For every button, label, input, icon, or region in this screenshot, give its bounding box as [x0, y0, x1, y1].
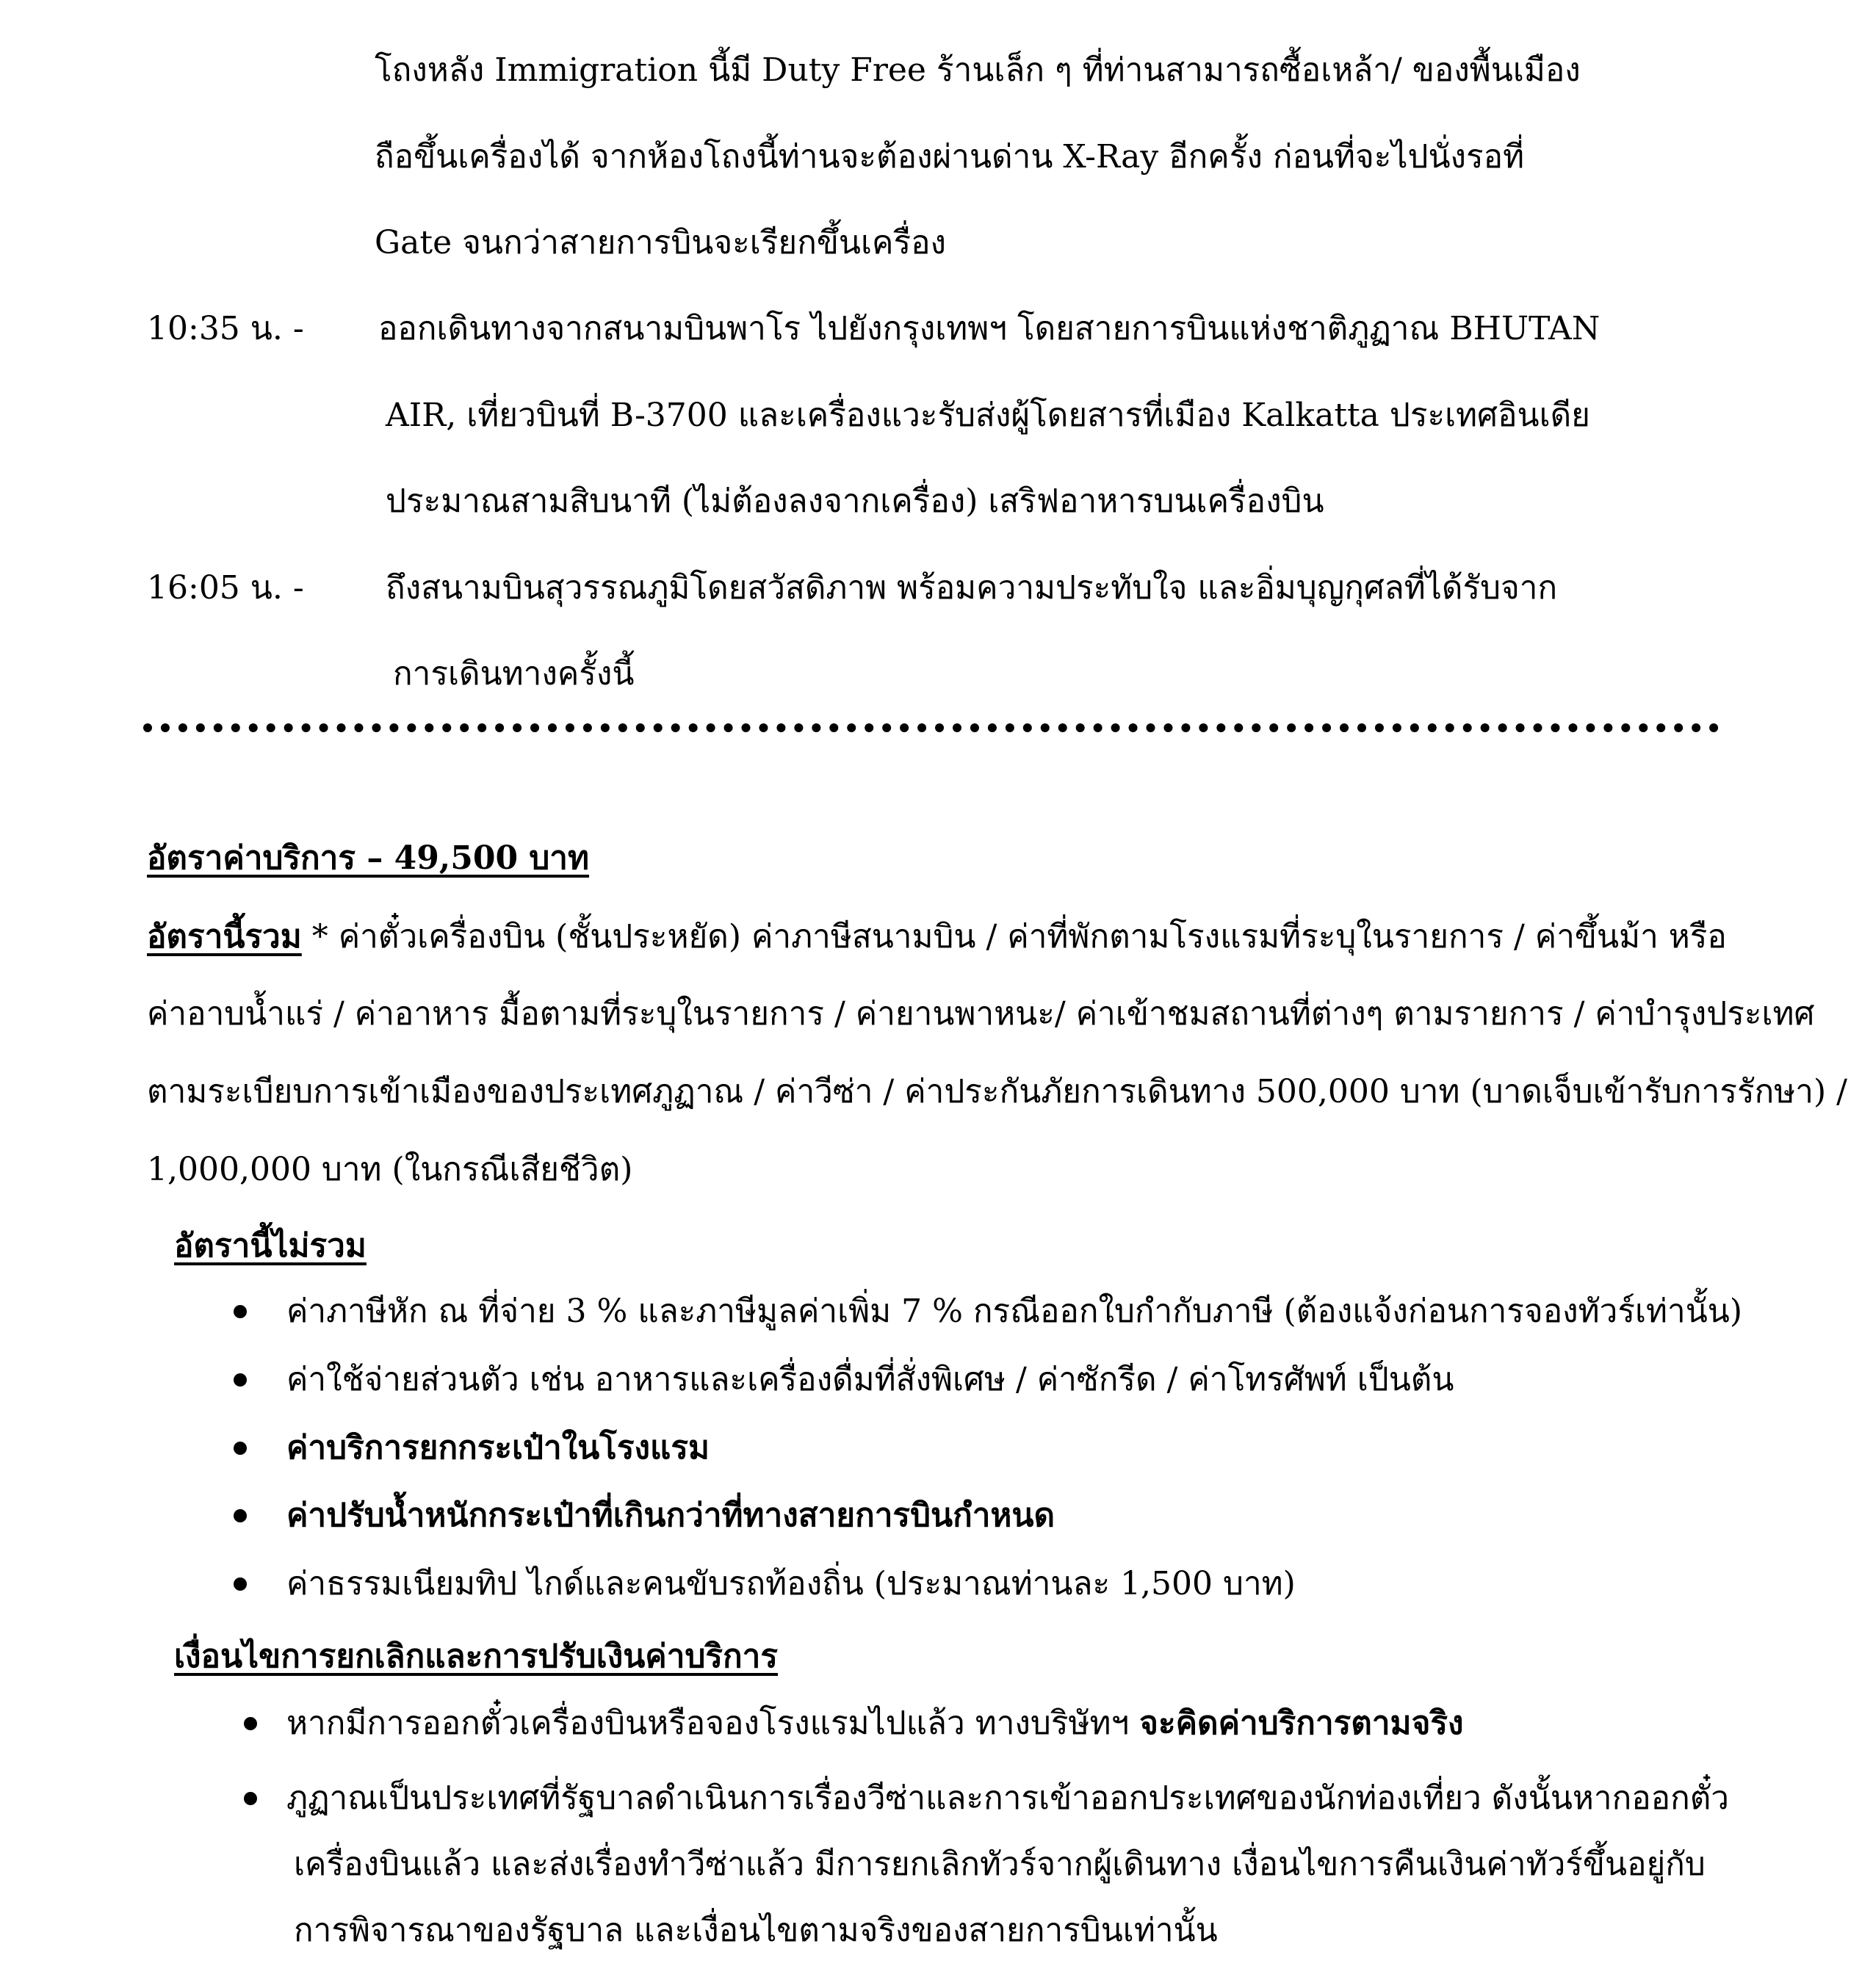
itinerary-entry-2-line-1: ถึงสนามบินสุวรรณภูมิโดยสวัสดิภาพ พร้อมความประทับใจ และอิ่มบุญกุศลที่ได้รับจาก	[386, 569, 1558, 607]
pricing-excludes-heading: อัตรานี้ไม่รวม	[174, 1227, 367, 1265]
itinerary-intro-line-3: Gate จนกว่าสายการบินจะเรียกขึ้นเครื่อง	[375, 224, 947, 261]
itinerary-time-2: 16:05 น. -	[147, 569, 304, 607]
cancellation-item-2-line-1: ภูฏาณเป็นประเทศที่รัฐบาลดำเนินการเรื่องวีซ่าและการเข้าออกประเทศของนักท่องเที่ยว ดังนั้นหากออกตั๋ว	[286, 1779, 1730, 1817]
pricing-heading: อัตราค่าบริการ – 49,500 บาท	[147, 839, 590, 877]
itinerary-entry-1-line-2: AIR, เที่ยวบินที่ B-3700 และเครื่องแวะรับส่งผู้โดยสารที่เมือง Kalkatta ประเทศอินเดีย	[386, 397, 1590, 434]
pricing-includes-label: อัตรานี้รวม	[147, 918, 302, 955]
cancellation-heading: เงื่อนไขการยกเลิกและการปรับเงินค่าบริการ	[174, 1638, 778, 1675]
cancellation-item-1-text: หากมีการออกตั๋วเครื่องบินหรือจองโรงแรมไปแล้ว ทางบริษัทฯ	[286, 1705, 1140, 1742]
cancellation-item-2-line-3: การพิจารณาของรัฐบาล และเงื่อนไขตามจริงของสายการบินเท่านั้น	[294, 1912, 1218, 1949]
cancellation-item-1-bold-text: จะคิดค่าบริการตามจริง	[1139, 1705, 1464, 1742]
bullet-icon	[244, 1717, 257, 1730]
pricing-includes-line-1	[147, 917, 1727, 958]
itinerary-time-1: 10:35 น. -	[147, 310, 304, 347]
bullet-icon	[234, 1577, 247, 1591]
excludes-item-2: ค่าใช้จ่ายส่วนตัว เช่น อาหารและเครื่องดื่มที่สั่งพิเศษ / ค่าซักรีด / ค่าโทรศัพท์ เป็นต้น	[286, 1361, 1454, 1398]
pricing-includes-line-3: ตามระเบียบการเข้าเมืองของประเทศภูฏาณ / ค่าวีซ่า / ค่าประกันภัยการเดินทาง 500,000 บาท (บาดเจ็บเข้ารับการรักษา) /	[147, 1073, 1847, 1110]
excludes-item-5: ค่าธรรมเนียมทิป ไกด์และคนขับรถท้องถิ่น (ประมาณท่านละ 1,500 บาท)	[286, 1565, 1296, 1602]
bullet-icon	[234, 1509, 247, 1522]
bullet-icon	[244, 1792, 257, 1805]
pricing-includes-line-2: ค่าอาบน้ำแร่ / ค่าอาหาร มื้อตามที่ระบุในรายการ / ค่ายานพาหนะ/ ค่าเข้าชมสถานที่ต่างๆ ตามรายการ / ค่าบำรุงประเทศ	[147, 995, 1815, 1033]
cancellation-item-2-line-2: เครื่องบินแล้ว และส่งเรื่องทำวีซ่าแล้ว มีการยกเลิกทัวร์จากผู้เดินทาง เงื่อนไขการคืนเงินค่าทัวร์ขึ้นอยู่กับ	[294, 1846, 1706, 1883]
pricing-includes-line-4: 1,000,000 บาท (ในกรณีเสียชีวิต)	[147, 1151, 633, 1188]
bullet-icon	[234, 1442, 247, 1455]
pricing-includes-first-line: * ค่าตั๋วเครื่องบิน (ชั้นประหยัด) ค่าภาษีสนามบิน / ค่าที่พักตามโรงแรมที่ระบุในรายการ / ค่าขึ้นม้า หรือ	[301, 918, 1727, 955]
excludes-item-1: ค่าภาษีหัก ณ ที่จ่าย 3 % และภาษีมูลค่าเพิ่ม 7 % กรณีออกใบกำกับภาษี (ต้องแจ้งก่อนการจองทัวร์เท่านั้น)	[286, 1293, 1743, 1330]
itinerary-entry-2-line-2: การเดินทางครั้งนี้	[393, 655, 635, 693]
cancellation-item-1	[286, 1703, 1463, 1744]
itinerary-intro-line-2: ถือขึ้นเครื่องได้ จากห้องโถงนี้ท่านจะต้องผ่านด่าน X-Ray อีกครั้ง ก่อนที่จะไปนั่งรอที่	[375, 138, 1525, 176]
bullet-icon	[234, 1305, 247, 1318]
bullet-icon	[234, 1373, 247, 1387]
excludes-item-3: ค่าบริการยกกระเป๋าในโรงแรม	[286, 1429, 710, 1467]
dotted-separator	[143, 723, 1719, 732]
itinerary-intro-line-1: โถงหลัง Immigration นี้มี Duty Free ร้านเล็ก ๆ ที่ท่านสามารถซื้อเหล้า/ ของพื้นเมือง	[375, 51, 1581, 89]
excludes-item-4: ค่าปรับน้ำหนักกระเป๋าที่เกินกว่าที่ทางสายการบินกำหนด	[286, 1497, 1055, 1534]
itinerary-entry-1-line-3: ประมาณสามสิบนาที (ไม่ต้องลงจากเครื่อง) เสริฟอาหารบนเครื่องบิน	[386, 482, 1324, 520]
itinerary-entry-1-line-1: ออกเดินทางจากสนามบินพาโร ไปยังกรุงเทพฯ โดยสายการบินแห่งชาติภูฏาณ BHUTAN	[378, 310, 1600, 347]
